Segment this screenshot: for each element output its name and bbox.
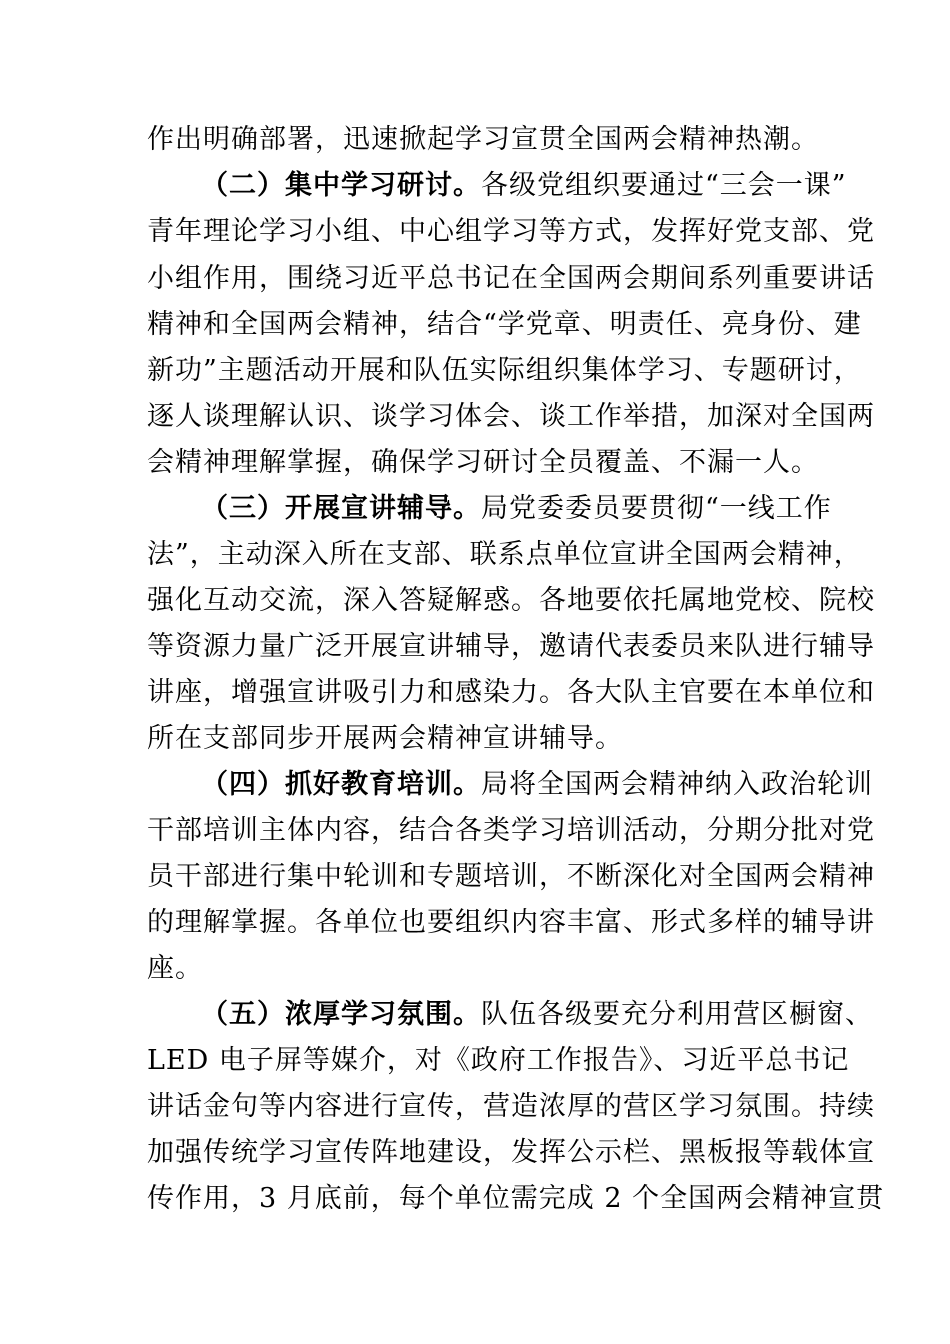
section-heading-line: [201, 762, 873, 808]
paragraph-line: 小组作用，围绕习近平总书记在全国两会期间系列重要讲话: [147, 263, 875, 294]
paragraph-line: 的理解掌握。各单位也要组织内容丰富、形式多样的辅导讲: [147, 907, 875, 938]
section-text: 局党委委员要贯彻“一线工作: [481, 493, 832, 524]
paragraph-line: 青年理论学习小组、中心组学习等方式，发挥好党支部、党: [147, 216, 875, 247]
paragraph-line: 讲座，增强宣讲吸引力和感染力。各大队主官要在本单位和: [147, 677, 875, 708]
paragraph-line: 会精神理解掌握，确保学习研讨全员覆盖、不漏一人。: [147, 447, 819, 478]
paragraph-line: 干部培训主体内容，结合各类学习培训活动，分期分批对党: [147, 815, 875, 846]
section-heading: （四）抓好教育培训。: [201, 769, 481, 800]
section-heading-line: [201, 992, 873, 1038]
paragraph-line: 精神和全国两会精神，结合“学党章、明责任、亮身份、建: [147, 309, 862, 340]
section-text: 队伍各级要充分利用营区橱窗、: [481, 999, 873, 1030]
paragraph-line: 逐人谈理解认识、谈学习体会、谈工作举措，加深对全国两: [147, 401, 875, 432]
section-heading: （三）开展宣讲辅导。: [201, 493, 481, 524]
section-heading-line: [201, 486, 832, 532]
section-heading-line: [201, 163, 847, 209]
paragraph-line: 所在支部同步开展两会精神宣讲辅导。: [147, 723, 623, 754]
paragraph-line: 座。: [147, 953, 203, 984]
section-text: 局将全国两会精神纳入政治轮训: [481, 769, 873, 800]
section-heading: （五）浓厚学习氛围。: [201, 999, 481, 1030]
section-heading: （二）集中学习研讨。: [201, 170, 481, 201]
section-text: 各级党组织要通过“三会一课”: [481, 170, 847, 201]
paragraph-line: 强化互动交流，深入答疑解惑。各地要依托属地党校、院校: [147, 585, 875, 616]
paragraph-line: 员干部进行集中轮训和专题培训，不断深化对全国两会精神: [147, 861, 875, 892]
paragraph-line: 法”，主动深入所在支部、联系点单位宣讲全国两会精神，: [147, 539, 862, 570]
paragraph-line: LED 电子屏等媒介，对《政府工作报告》、习近平总书记: [147, 1045, 850, 1076]
paragraph-line: 讲话金句等内容进行宣传，营造浓厚的营区学习氛围。持续: [147, 1091, 875, 1122]
paragraph-line: 传作用，3 月底前，每个单位需完成 2 个全国两会精神宣贯: [147, 1183, 885, 1214]
paragraph-line: 作出明确部署，迅速掀起学习宣贯全国两会精神热潮。: [147, 124, 819, 155]
paragraph-line: 加强传统学习宣传阵地建设，发挥公示栏、黑板报等载体宣: [147, 1137, 875, 1168]
paragraph-line: 新功”主题活动开展和队伍实际组织集体学习、专题研讨，: [147, 355, 862, 386]
paragraph-line: 等资源力量广泛开展宣讲辅导，邀请代表委员来队进行辅导: [147, 631, 875, 662]
